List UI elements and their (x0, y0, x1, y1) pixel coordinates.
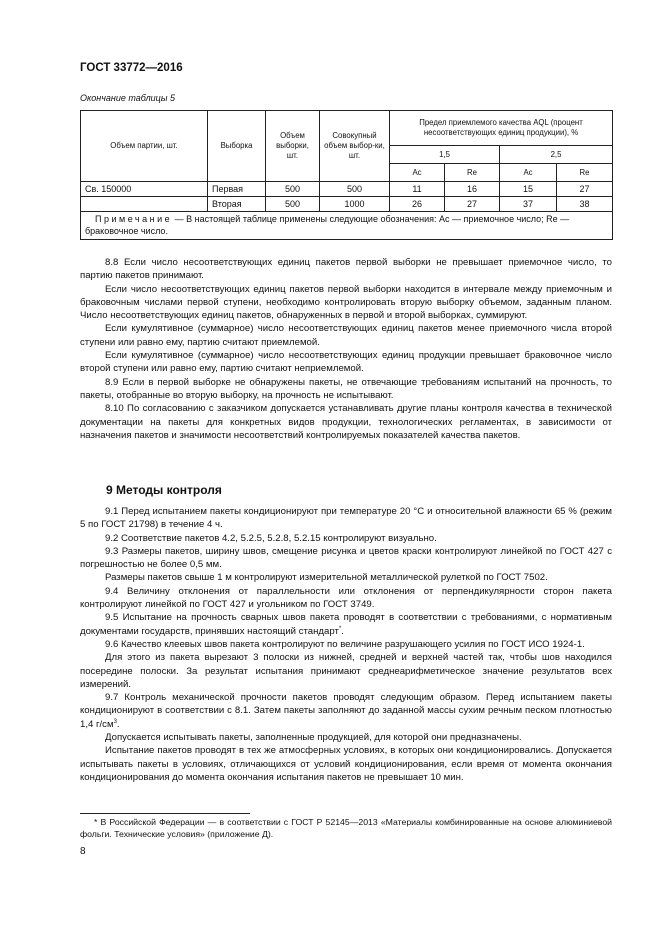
footnote-mark: * (338, 625, 342, 632)
table-row (81, 197, 613, 212)
table-row (81, 182, 613, 197)
header-lot-volume: Объем партии, шт. (81, 111, 208, 182)
cell-volume: 500 (266, 182, 320, 197)
cell-volume: 500 (266, 197, 320, 212)
superscript: 3 (113, 718, 117, 725)
cell-lot: Св. 150000 (81, 182, 208, 197)
cell-sample: Первая (208, 182, 266, 197)
paragraph: 9.3 Размеры пакетов, ширину швов, смещение рисунка и цветов краски контролируют линейкой по ГОСТ 427 с погрешностью не более 0,5 мм. (80, 545, 612, 571)
paragraph: Если кумулятивное (суммарное) число несоответствующих единиц пакетов менее приемочного числа второй ступени или равно ему, партию считают приемлемой. (80, 323, 612, 348)
paragraph-end: . (341, 625, 344, 637)
paragraph: 9.4 Величину отклонения от параллельности или отклонения от перпендикулярности сторон пакета контролируют линейкой по ГОСТ 427 и угольником по ГОСТ 3749. (80, 585, 612, 611)
table-caption: Окончание таблицы 5 (80, 93, 175, 103)
paragraph: Допускается испытывать пакеты, заполненные продукцией, для которой они предназначены. (105, 732, 522, 744)
paragraph: 9.6 Качество клеевых швов пакета контролируют по величине разрушающего усилия по ГОСТ ИСО 1924-1. (105, 638, 585, 650)
note-text: — В настоящей таблице применены следующие обозначения: Ac — приемочное число; Re — браковочное число. (85, 214, 570, 236)
footnote-text: * В Российской Федерации — в соответствии с ГОСТ Р 52145—2013 «Материалы комбинированные на основе алюминиевой фольги. Технические условия» (приложение Д). (80, 817, 612, 839)
note-label: Примечание (95, 214, 173, 224)
paragraph: 9.1 Перед испытанием пакеты кондиционируют при температуре 20 °С и относительной влажности 65 % (режим 5 по ГОСТ 21798) в течение 4 ч. (80, 506, 612, 531)
cell-ac: 15 (500, 182, 557, 197)
header-aql: Предел приемлемого качества AQL (процент несоответствующих единиц продукции), % (390, 111, 613, 146)
paragraph: Испытание пакетов проводят в тех же атмосферных условиях, в которых они кондиционировались. Допускается испытывать пакеты в условиях, отличающихся от условий кондиционирования, если время от момента окончания кондиционирования до момента окончания испытания пакетов не превышает 10 мин. (80, 745, 612, 783)
cell-cumulative: 1000 (320, 197, 390, 212)
cell-ac: 11 (390, 182, 445, 197)
cell-re: 16 (445, 182, 500, 197)
paragraph (80, 691, 612, 731)
header-ac: Ac (390, 164, 445, 182)
paragraph: 8.8 Если число несоответствующих единиц пакетов первой выборки не превышает приемочное число, то партию пакетов принимают. (80, 257, 612, 282)
page-number: 8 (80, 846, 86, 857)
cell-re: 27 (557, 182, 613, 197)
paragraph-end: . (116, 718, 120, 730)
footnote (80, 817, 612, 840)
header-aql-2-5: 2,5 (500, 146, 613, 164)
section-8-text (80, 256, 612, 442)
paragraph: Для этого из пакета вырезают 3 полоски из нижней, средней и верхней частей так, чтобы шов находился посередине полоски. За результат испытания принимают среднеарифметическое значение результатов всех измерений. (80, 652, 612, 690)
cell-re: 38 (557, 197, 613, 212)
paragraph: 8.9 Если в первой выборке не обнаружены пакеты, не отвечающие требованиям испытаний на прочность, то пакеты, отобранные во вторую выборку, на прочность не испытывают. (80, 376, 612, 401)
paragraph-text: 9.7 Контроль механической прочности пакетов проводят следующим образом. Перед испытанием пакеты кондиционируют в соответствии с 8.1. Затем пакеты заполняют до заданной массы сухим речным песком плотностью 1,4 г/см (80, 692, 612, 730)
header-re: Re (557, 164, 613, 182)
section-9-text (80, 505, 612, 784)
cell-ac: 37 (500, 197, 557, 212)
table-note (81, 212, 613, 240)
cell-lot (81, 197, 208, 212)
paragraph: Размеры пакетов свыше 1 м контролируют измерительной металлической рулеткой по ГОСТ 7502. (105, 572, 548, 584)
standard-header: ГОСТ 33772—2016 (80, 62, 183, 74)
table-note-row (81, 212, 613, 240)
aql-table (80, 110, 613, 240)
paragraph: 8.10 По согласованию с заказчиком допускается устанавливать другие планы контроля качества в технической документации на пакеты для конкретных видов продукции, технологических регламентах, в зависимости от назначения пакетов и значимости несоответствий контролируемых показателей качества пакетов. (80, 403, 612, 441)
header-sample: Выборка (208, 111, 266, 182)
paragraph: Если число несоответствующих единиц пакетов первой выборки находится в интервале между приемочным и браковочным числами первой ступени, необходимо контролировать вторую выборку объемом, заданным планом. Число несоответствующих единиц пакетов, обнаруженных в первой и второй выборках, суммируют. (80, 283, 612, 322)
header-ac: Ac (500, 164, 557, 182)
paragraph: Если кумулятивное (суммарное) число несоответствующих единиц продукции превышает браковочное число второй ступени или равно ему, партию считают неприемлемой. (80, 350, 612, 375)
cell-cumulative: 500 (320, 182, 390, 197)
header-sample-volume: Объем выборки, шт. (266, 111, 320, 182)
header-cumulative-volume: Совокупный объем выбор-ки, шт. (320, 111, 390, 182)
cell-sample: Вторая (208, 197, 266, 212)
paragraph: 9.2 Соответствие пакетов 4.2, 5.2.5, 5.2.8, 5.2.15 контролируют визуально. (105, 532, 437, 544)
header-re: Re (445, 164, 500, 182)
section-heading: 9 Методы контроля (106, 483, 222, 497)
cell-ac: 26 (390, 197, 445, 212)
paragraph (80, 611, 612, 638)
header-aql-1-5: 1,5 (390, 146, 500, 164)
paragraph-text: 9.5 Испытание на прочность сварных швов пакета проводят в соответствии с требованиями, с нормативным документами государств, принявших настоящий стандарт (80, 612, 612, 637)
cell-re: 27 (445, 197, 500, 212)
footnote-divider (80, 813, 250, 814)
